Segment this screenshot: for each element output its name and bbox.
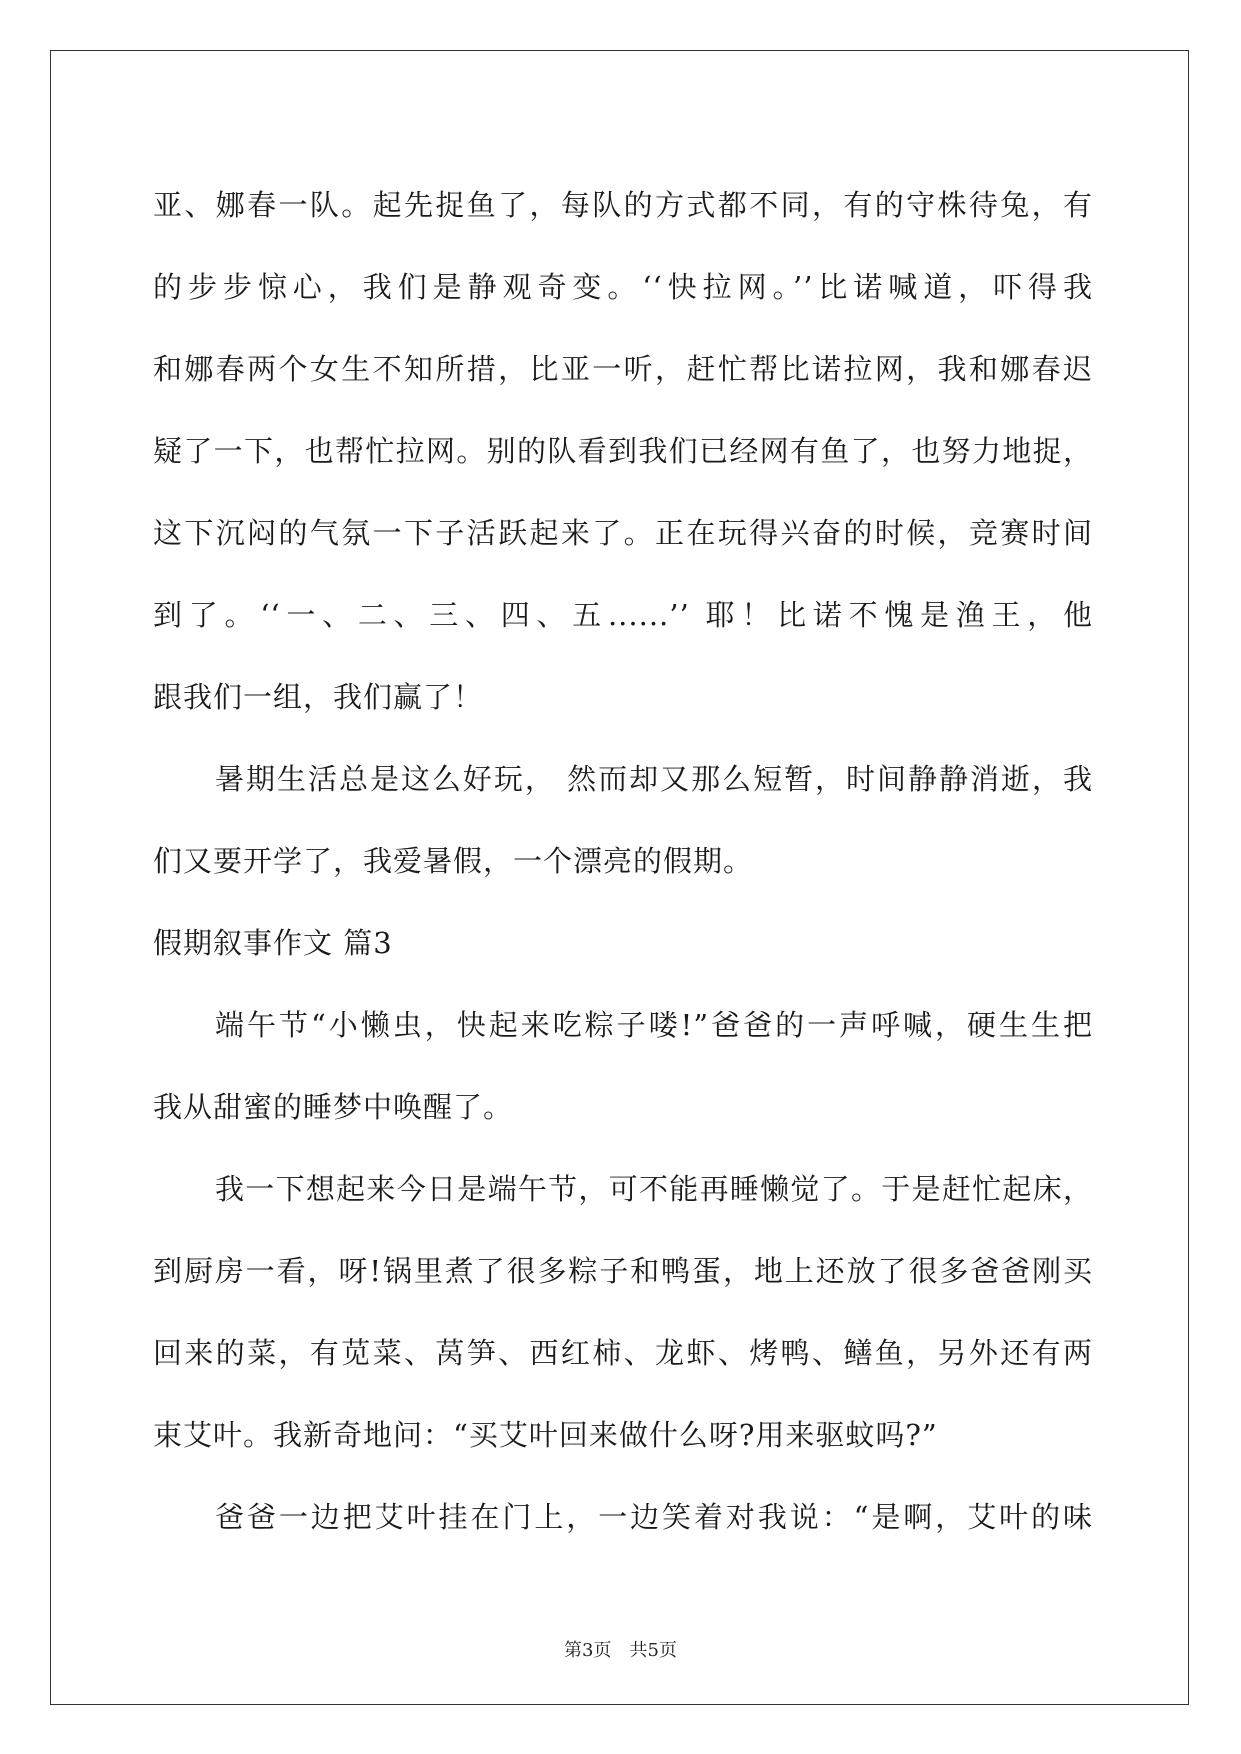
paragraph-start-line: 爸爸一边把艾叶挂在门上，一边笑着对我说：“是啊，艾叶的味: [215, 1500, 1093, 1534]
paragraph-start-line: 端午节“小懒虫，快起来吃粽子喽!”爸爸的一声呼喊，硬生生把: [215, 1008, 1093, 1042]
text-line: 束艾叶。我新奇地问：“买艾叶回来做什么呀?用来驱蚊吗?”: [153, 1418, 938, 1452]
text-line: 和娜春两个女生不知所措，比亚一听，赶忙帮比诺拉网，我和娜春迟: [153, 352, 1093, 386]
text-line: 跟我们一组，我们赢了！: [153, 680, 484, 714]
text-line: 我从甜蜜的睡梦中唤醒了。: [153, 1090, 514, 1124]
text-line: 到厨房一看，呀!锅里煮了很多粽子和鸭蛋，地上还放了很多爸爸刚买: [153, 1254, 1093, 1288]
text-line: 这下沉闷的气氛一下子活跃起来了。正在玩得兴奋的时候，竞赛时间: [153, 516, 1093, 550]
text-line: 亚、娜春一队。起先捉鱼了，每队的方式都不同，有的守株待兔，有: [153, 188, 1093, 222]
page-number-footer: 第3页 共5页: [564, 1640, 677, 1661]
section-heading: 假期叙事作文 篇3: [153, 926, 393, 960]
text-line: 的步步惊心，我们是静观奇变。‘‘快拉网。’’比诺喊道，吓得我: [153, 270, 1093, 304]
text-line: 到了。‘‘一、二、三、四、五......’’ 耶！比诺不愧是渔王，他: [153, 598, 1093, 632]
text-line: 们又要开学了，我爱暑假，一个漂亮的假期。: [153, 844, 754, 878]
paragraph-start-line: 我一下想起来今日是端午节，可不能再睡懒觉了。于是赶忙起床，: [215, 1172, 1093, 1206]
text-line: 回来的菜，有苋菜、莴笋、西红柿、龙虾、烤鸭、鳝鱼，另外还有两: [153, 1336, 1093, 1370]
paragraph-start-line: 暑期生活总是这么好玩， 然而却又那么短暂，时间静静消逝，我: [215, 762, 1093, 796]
text-line: 疑了一下，也帮忙拉网。别的队看到我们已经网有鱼了，也努力地捉，: [153, 434, 1093, 468]
document-body: [153, 164, 1093, 1558]
